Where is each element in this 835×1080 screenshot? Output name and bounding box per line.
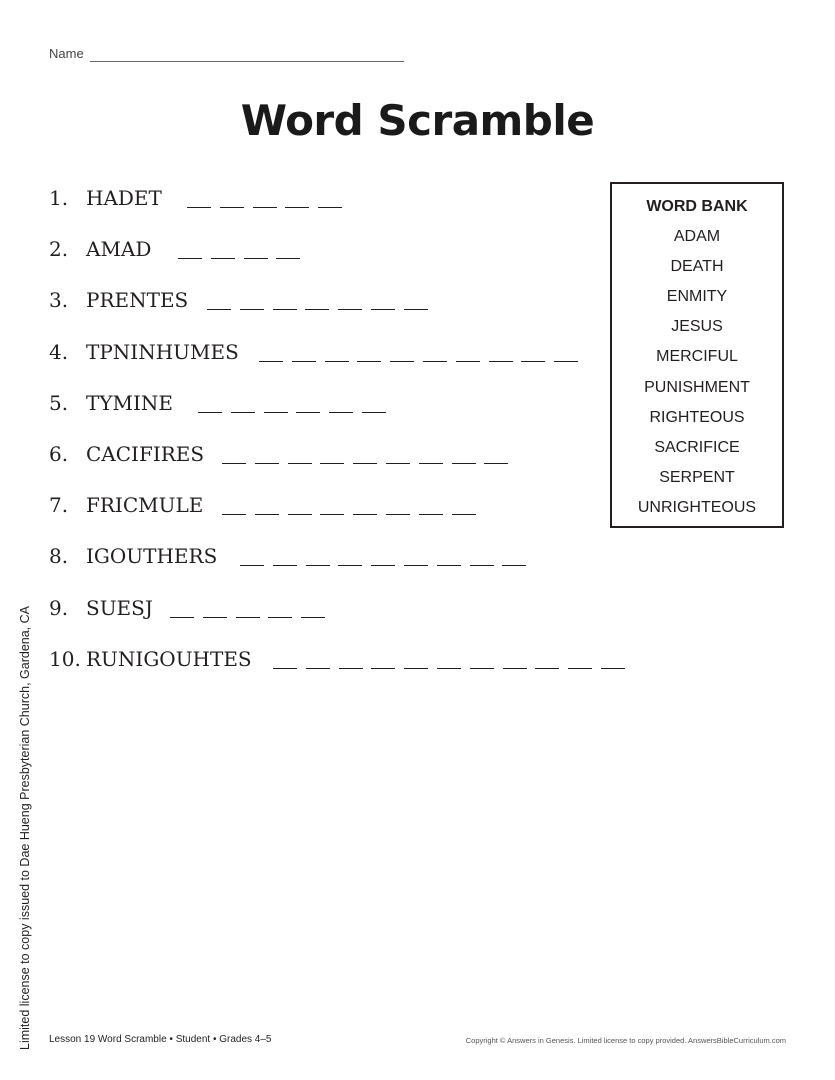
question-number: 1. <box>49 186 69 210</box>
question-number: 9. <box>49 595 69 620</box>
word-bank-item: JESUS <box>671 318 723 336</box>
question-item <box>49 647 609 677</box>
letter-blank[interactable] <box>255 503 279 515</box>
letter-blank[interactable] <box>170 606 194 618</box>
question-item <box>49 596 609 626</box>
word-bank-item: DEATH <box>670 258 724 276</box>
letter-blank[interactable] <box>306 554 330 566</box>
word-bank-item: MERCIFUL <box>656 348 738 366</box>
scrambled-word: CACIFIRES <box>86 442 205 466</box>
letter-blank[interactable] <box>386 503 410 515</box>
footer-lesson: Lesson 19 Word Scramble • Student • Grades 4–5 <box>49 1034 272 1045</box>
name-label: Name <box>49 46 84 61</box>
letter-blank[interactable] <box>320 503 344 515</box>
letter-blank[interactable] <box>521 350 545 362</box>
letter-blank[interactable] <box>452 452 476 464</box>
letter-blank[interactable] <box>236 606 260 618</box>
letter-blank[interactable] <box>535 657 559 669</box>
letter-blank[interactable] <box>259 350 283 362</box>
question-item <box>49 186 609 216</box>
letter-blank[interactable] <box>273 657 297 669</box>
word-bank-item: ADAM <box>673 228 721 245</box>
letter-blank[interactable] <box>404 657 428 669</box>
letter-blank[interactable] <box>305 298 329 310</box>
letter-blank[interactable] <box>231 401 255 413</box>
word-bank <box>610 182 784 528</box>
letter-blank[interactable] <box>371 657 395 669</box>
question-item <box>49 391 609 421</box>
letter-blank[interactable] <box>456 350 480 362</box>
question-item <box>49 442 609 472</box>
letter-blank[interactable] <box>339 657 363 669</box>
question-item <box>49 288 609 318</box>
word-bank-heading: WORD BANK <box>646 198 748 215</box>
letter-blank[interactable] <box>404 554 428 566</box>
letter-blank[interactable] <box>273 554 297 566</box>
name-line[interactable] <box>90 61 404 62</box>
letter-blank[interactable] <box>187 196 211 208</box>
letter-blank[interactable] <box>203 606 227 618</box>
letter-blank[interactable] <box>601 657 625 669</box>
word-bank-item: UNRIGHTEOUS <box>637 498 757 516</box>
scrambled-word: TYMINE <box>86 390 174 415</box>
letter-blank[interactable] <box>470 657 494 669</box>
letter-blank[interactable] <box>419 452 443 464</box>
letter-blank[interactable] <box>353 503 377 515</box>
letter-blank[interactable] <box>288 452 312 464</box>
question-item <box>49 493 609 523</box>
letter-blank[interactable] <box>240 298 264 310</box>
letter-blank[interactable] <box>255 452 279 464</box>
letter-blank[interactable] <box>207 298 231 310</box>
letter-blank[interactable] <box>198 401 222 413</box>
scrambled-word: PRENTES <box>86 288 189 313</box>
letter-blank[interactable] <box>437 554 461 566</box>
letter-blank[interactable] <box>353 452 377 464</box>
letter-blank[interactable] <box>568 657 592 669</box>
letter-blank[interactable] <box>285 196 309 208</box>
letter-blank[interactable] <box>222 452 246 464</box>
word-bank-item: RIGHTEOUS <box>649 408 745 426</box>
letter-blank[interactable] <box>338 554 362 566</box>
letter-blank[interactable] <box>554 350 578 362</box>
letter-blank[interactable] <box>301 606 325 618</box>
letter-blank[interactable] <box>178 247 202 259</box>
letter-blank[interactable] <box>306 657 330 669</box>
letter-blank[interactable] <box>357 350 381 362</box>
letter-blank[interactable] <box>503 657 527 669</box>
letter-blank[interactable] <box>423 350 447 362</box>
question-number: 2. <box>49 237 69 262</box>
letter-blank[interactable] <box>325 350 349 362</box>
letter-blank[interactable] <box>470 554 494 566</box>
letter-blank[interactable] <box>390 350 414 362</box>
letter-blank[interactable] <box>452 503 476 515</box>
question-number: 10. <box>49 646 81 671</box>
question-item <box>49 237 609 267</box>
scrambled-word: RUNIGOUHTES <box>86 646 252 671</box>
letter-blank[interactable] <box>484 452 508 464</box>
scrambled-word: AMAD <box>86 237 152 262</box>
letter-blank[interactable] <box>296 401 320 413</box>
page-title: Word Scramble <box>240 96 595 145</box>
word-bank-item: SERPENT <box>659 468 735 486</box>
letter-blank[interactable] <box>386 452 410 464</box>
letter-blank[interactable] <box>292 350 316 362</box>
question-number: 3. <box>49 288 69 313</box>
question-number: 6. <box>49 442 69 466</box>
word-bank-item: SACRIFICE <box>654 438 740 456</box>
scrambled-word: HADET <box>86 186 162 210</box>
letter-blank[interactable] <box>437 657 461 669</box>
letter-blank[interactable] <box>222 503 246 515</box>
question-number: 7. <box>49 493 69 518</box>
letter-blank[interactable] <box>268 606 292 618</box>
letter-blank[interactable] <box>264 401 288 413</box>
scrambled-word: IGOUTHERS <box>86 544 218 569</box>
footer-copyright: Copyright © Answers in Genesis. Limited license to copy provided. AnswersBibleCurriculum.com <box>465 1036 786 1045</box>
letter-blank[interactable] <box>338 298 362 310</box>
license-notice: Limited license to copy issued to Dae Hueng Presbyterian Church, Gardena, CA <box>18 606 32 1050</box>
letter-blank[interactable] <box>329 401 353 413</box>
letter-blank[interactable] <box>320 452 344 464</box>
letter-blank[interactable] <box>276 247 300 259</box>
question-item <box>49 340 609 370</box>
word-bank-item: PUNISHMENT <box>644 378 750 396</box>
letter-blank[interactable] <box>362 401 386 413</box>
question-number: 5. <box>49 390 69 415</box>
scrambled-word: FRICMULE <box>86 493 204 518</box>
letter-blank[interactable] <box>220 196 244 208</box>
question-number: 8. <box>49 544 69 569</box>
letter-blank[interactable] <box>240 554 264 566</box>
word-bank-item: ENMITY <box>666 288 728 306</box>
letter-blank[interactable] <box>244 247 268 259</box>
letter-blank[interactable] <box>288 503 312 515</box>
question-number: 4. <box>49 339 69 364</box>
letter-blank[interactable] <box>404 298 428 310</box>
letter-blank[interactable] <box>318 196 342 208</box>
letter-blank[interactable] <box>502 554 526 566</box>
letter-blank[interactable] <box>273 298 297 310</box>
letter-blank[interactable] <box>371 298 395 310</box>
scrambled-word: SUESJ <box>86 595 153 620</box>
question-item <box>49 544 609 574</box>
letter-blank[interactable] <box>211 247 235 259</box>
scrambled-word: TPNINHUMES <box>86 339 239 364</box>
letter-blank[interactable] <box>253 196 277 208</box>
letter-blank[interactable] <box>371 554 395 566</box>
letter-blank[interactable] <box>419 503 443 515</box>
letter-blank[interactable] <box>489 350 513 362</box>
